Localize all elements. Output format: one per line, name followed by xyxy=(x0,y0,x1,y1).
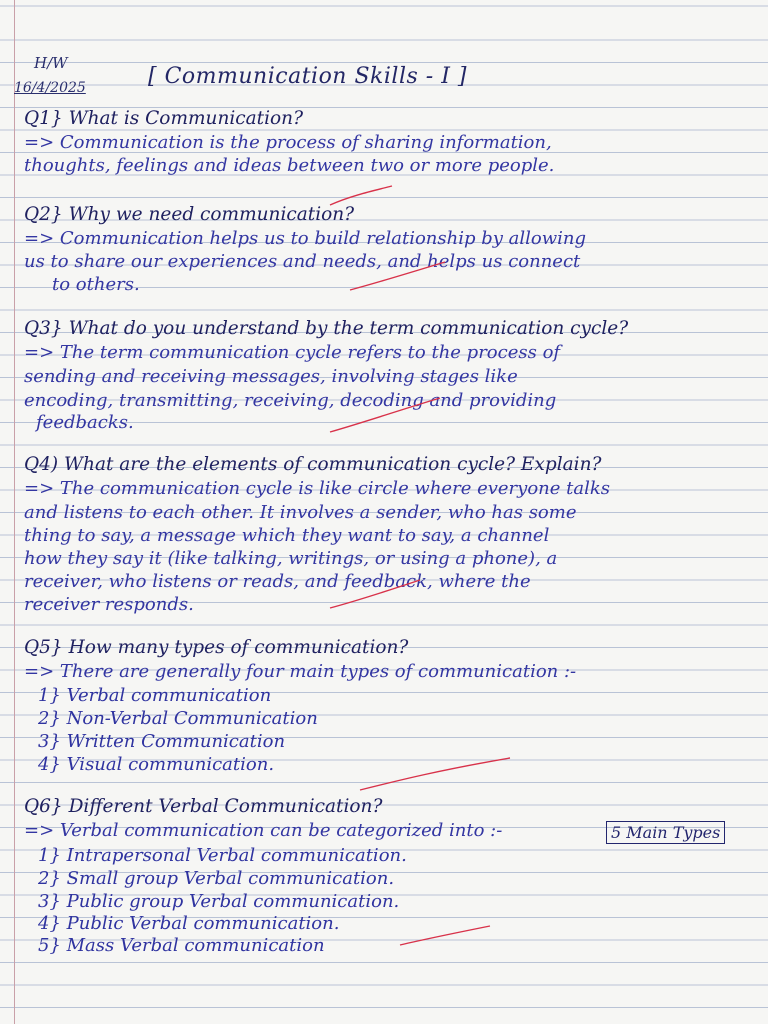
list-item: 4} Visual communication. xyxy=(38,754,275,775)
main-types-box: 5 Main Types xyxy=(606,821,725,844)
list-item: 5} Mass Verbal communication xyxy=(38,935,325,956)
list-item: 4} Public Verbal communication. xyxy=(38,913,340,934)
answer-5-line-1: => There are generally four main types of communication :- xyxy=(24,661,577,682)
answer-2-line-3: to others. xyxy=(52,274,140,295)
question-3: Q3} What do you understand by the term communication cycle? xyxy=(24,318,629,339)
answer-4-line-5: receiver, who listens or reads, and feedback, where the xyxy=(24,571,531,592)
answer-4-line-6: receiver responds. xyxy=(24,594,194,615)
page-title: [ Communication Skills - I ] xyxy=(148,64,467,89)
question-2: Q2} Why we need communication? xyxy=(24,204,355,225)
answer-3-line-1: => The term communication cycle refers to the process of xyxy=(24,342,561,363)
question-6: Q6} Different Verbal Communication? xyxy=(24,796,383,817)
answer-2-line-1: => Communication helps us to build relationship by allowing xyxy=(24,228,586,249)
list-item: 1} Intrapersonal Verbal communication. xyxy=(38,845,407,866)
answer-4-line-3: thing to say, a message which they want to say, a channel xyxy=(24,525,550,546)
homework-label: H/W xyxy=(34,54,68,72)
answer-3-line-3: encoding, transmitting, receiving, decoding and providing xyxy=(24,390,557,411)
answer-1-line-1: => Communication is the process of sharing information, xyxy=(24,132,552,153)
date: 16/4/2025 xyxy=(14,80,86,96)
question-5: Q5} How many types of communication? xyxy=(24,637,409,658)
list-item: 1} Verbal communication xyxy=(38,685,272,706)
answer-2-line-2: us to share our experiences and needs, and helps us connect xyxy=(24,251,581,272)
answer-4-line-4: how they say it (like talking, writings, or using a phone), a xyxy=(24,548,558,569)
list-item: 3} Public group Verbal communication. xyxy=(38,891,400,912)
answer-4-line-2: and listens to each other. It involves a sender, who has some xyxy=(24,502,577,523)
margin-line xyxy=(14,0,15,1024)
list-item: 2} Small group Verbal communication. xyxy=(38,868,395,889)
question-4: Q4) What are the elements of communication cycle? Explain? xyxy=(24,454,602,475)
question-1: Q1} What is Communication? xyxy=(24,108,303,129)
answer-3-line-4: feedbacks. xyxy=(36,412,134,433)
answer-6-line-1: => Verbal communication can be categorized into :- xyxy=(24,820,503,841)
answer-3-line-2: sending and receiving messages, involving stages like xyxy=(24,366,518,387)
list-item: 3} Written Communication xyxy=(38,731,286,752)
list-item: 2} Non-Verbal Communication xyxy=(38,708,318,729)
answer-1-line-2: thoughts, feelings and ideas between two or more people. xyxy=(24,155,555,176)
answer-4-line-1: => The communication cycle is like circle where everyone talks xyxy=(24,478,610,499)
